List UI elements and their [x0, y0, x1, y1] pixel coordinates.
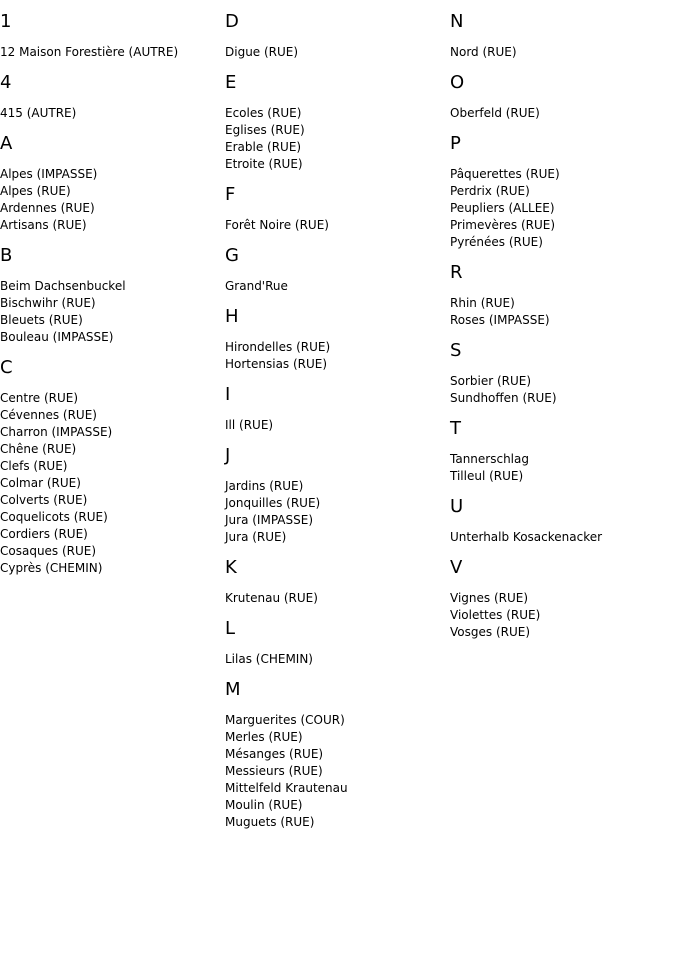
letter-group [450, 262, 675, 329]
group-letter-heading: 1 [0, 11, 12, 32]
group-letter-heading: S [450, 340, 462, 361]
street-link[interactable]: Roses (IMPASSE) [450, 313, 550, 327]
street-list [0, 390, 225, 577]
street-link[interactable]: Rhin (RUE) [450, 296, 515, 310]
letter-group [225, 184, 450, 234]
street-link[interactable]: Coquelicots (RUE) [0, 510, 108, 524]
group-letter-heading: K [225, 557, 237, 578]
street-list [225, 590, 450, 607]
street-list [225, 278, 450, 295]
letter-group [225, 445, 450, 546]
letter-group [450, 72, 675, 122]
street-list [0, 44, 225, 61]
index-column [450, 0, 675, 650]
group-letter-heading: L [225, 618, 236, 639]
street-link[interactable]: Perdrix (RUE) [450, 184, 530, 198]
letter-group [225, 306, 450, 373]
group-letter-heading: R [450, 262, 463, 283]
letter-group [450, 418, 675, 485]
letter-group [225, 384, 450, 434]
street-list [0, 278, 225, 346]
street-link[interactable]: Bouleau (IMPASSE) [0, 330, 114, 344]
letter-group [0, 72, 225, 122]
street-link[interactable]: Eglises (RUE) [225, 123, 305, 137]
letter-group [0, 245, 225, 346]
street-list [450, 373, 675, 407]
street-link[interactable]: Chêne (RUE) [0, 442, 77, 456]
street-link[interactable]: Unterhalb Kosackenacker [450, 530, 603, 544]
street-link[interactable]: Hortensias (RUE) [225, 357, 328, 371]
street-link[interactable]: Jardins (RUE) [225, 479, 304, 493]
street-link[interactable]: Sorbier (RUE) [450, 374, 532, 388]
street-link[interactable]: Marguerites (COUR) [225, 713, 345, 727]
letter-group [225, 245, 450, 295]
group-letter-heading: C [0, 357, 13, 378]
group-letter-heading: E [225, 72, 237, 93]
street-link[interactable]: Ill (RUE) [225, 418, 274, 432]
street-link[interactable]: Nord (RUE) [450, 45, 517, 59]
group-letter-heading: A [0, 133, 13, 154]
street-link[interactable]: Jura (RUE) [225, 530, 287, 544]
street-list [450, 451, 675, 485]
street-link[interactable]: Vignes (RUE) [450, 591, 529, 605]
letter-group [0, 11, 225, 61]
letter-group [450, 133, 675, 251]
street-link[interactable]: Pyrénées (RUE) [450, 235, 543, 249]
group-letter-heading: I [225, 384, 231, 405]
group-letter-heading: O [450, 72, 465, 93]
street-link[interactable]: Oberfeld (RUE) [450, 106, 540, 120]
street-link[interactable]: Hirondelles (RUE) [225, 340, 331, 354]
street-link[interactable]: Colmar (RUE) [0, 476, 81, 490]
street-link[interactable]: 415 (AUTRE) [0, 106, 77, 120]
street-link[interactable]: Cyprès (CHEMIN) [0, 561, 103, 575]
street-list [450, 105, 675, 122]
street-link[interactable]: Primevères (RUE) [450, 218, 556, 232]
street-list [225, 339, 450, 373]
street-link[interactable]: Bischwihr (RUE) [0, 296, 96, 310]
street-list [225, 478, 450, 546]
street-link[interactable]: Krutenau (RUE) [225, 591, 318, 605]
street-link[interactable]: Muguets (RUE) [225, 815, 315, 829]
street-link[interactable]: Messieurs (RUE) [225, 764, 323, 778]
letter-group [0, 357, 225, 577]
street-link[interactable]: Centre (RUE) [0, 391, 79, 405]
street-link[interactable]: Alpes (IMPASSE) [0, 167, 98, 181]
street-link[interactable]: Jonquilles (RUE) [225, 496, 321, 510]
letter-group [450, 340, 675, 407]
street-list [0, 105, 225, 122]
group-letter-heading: J [225, 445, 231, 466]
street-list [450, 590, 675, 641]
street-list [450, 44, 675, 61]
group-letter-heading: B [0, 245, 13, 266]
street-link[interactable]: Colverts (RUE) [0, 493, 88, 507]
street-link[interactable]: Pâquerettes (RUE) [450, 167, 560, 181]
street-link[interactable]: Cévennes (RUE) [0, 408, 97, 422]
group-letter-heading: M [225, 679, 241, 700]
street-list [225, 105, 450, 173]
street-link[interactable]: Moulin (RUE) [225, 798, 303, 812]
group-letter-heading: T [450, 418, 461, 439]
street-link[interactable]: Mésanges (RUE) [225, 747, 324, 761]
letter-group [450, 11, 675, 61]
street-list [225, 417, 450, 434]
group-letter-heading: N [450, 11, 464, 32]
group-letter-heading: V [450, 557, 463, 578]
street-link[interactable]: Jura (IMPASSE) [225, 513, 313, 527]
street-link[interactable]: Peupliers (ALLEE) [450, 201, 555, 215]
street-list [225, 44, 450, 61]
letter-group [225, 11, 450, 61]
street-link[interactable]: Etroite (RUE) [225, 157, 303, 171]
letter-group [450, 557, 675, 641]
street-link[interactable]: Beim Dachsenbuckel [0, 279, 126, 293]
street-link[interactable]: Artisans (RUE) [0, 218, 87, 232]
street-link[interactable]: Cosaques (RUE) [0, 544, 97, 558]
street-link[interactable]: Alpes (RUE) [0, 184, 71, 198]
group-letter-heading: F [225, 184, 236, 205]
group-letter-heading: D [225, 11, 239, 32]
street-link[interactable]: Merles (RUE) [225, 730, 303, 744]
street-list [0, 166, 225, 234]
letter-group [450, 496, 675, 546]
street-link[interactable]: Clefs (RUE) [0, 459, 68, 473]
street-list [450, 295, 675, 329]
street-link[interactable]: Erable (RUE) [225, 140, 302, 154]
group-letter-heading: H [225, 306, 239, 327]
street-link[interactable]: Charron (IMPASSE) [0, 425, 113, 439]
group-letter-heading: U [450, 496, 464, 517]
street-link[interactable]: 12 Maison Forestière (AUTRE) [0, 45, 179, 59]
street-link[interactable]: Tilleul (RUE) [450, 469, 524, 483]
letter-group [0, 133, 225, 234]
letter-group [225, 618, 450, 668]
letter-group [225, 679, 450, 831]
street-link[interactable]: Lilas (CHEMIN) [225, 652, 313, 666]
letter-group [225, 72, 450, 173]
group-letter-heading: 4 [0, 72, 12, 93]
street-link[interactable]: Forêt Noire (RUE) [225, 218, 329, 232]
street-link[interactable]: Sundhoffen (RUE) [450, 391, 557, 405]
street-link[interactable]: Tannerschlag [450, 452, 529, 466]
street-list [225, 217, 450, 234]
street-list [225, 712, 450, 831]
street-link[interactable]: Ecoles (RUE) [225, 106, 302, 120]
index-column [225, 0, 450, 840]
street-list [225, 651, 450, 668]
letter-group [225, 557, 450, 607]
street-link[interactable]: Violettes (RUE) [450, 608, 541, 622]
street-link[interactable]: Ardennes (RUE) [0, 201, 95, 215]
group-letter-heading: P [450, 133, 461, 154]
street-link[interactable]: Grand'Rue [225, 279, 288, 293]
street-link[interactable]: Bleuets (RUE) [0, 313, 83, 327]
index-column [0, 0, 225, 586]
street-link[interactable]: Digue (RUE) [225, 45, 299, 59]
street-link[interactable]: Cordiers (RUE) [0, 527, 88, 541]
street-list [450, 529, 675, 546]
group-letter-heading: G [225, 245, 239, 266]
street-link[interactable]: Mittelfeld Krautenau [225, 781, 348, 795]
street-list [450, 166, 675, 251]
street-link[interactable]: Vosges (RUE) [450, 625, 531, 639]
